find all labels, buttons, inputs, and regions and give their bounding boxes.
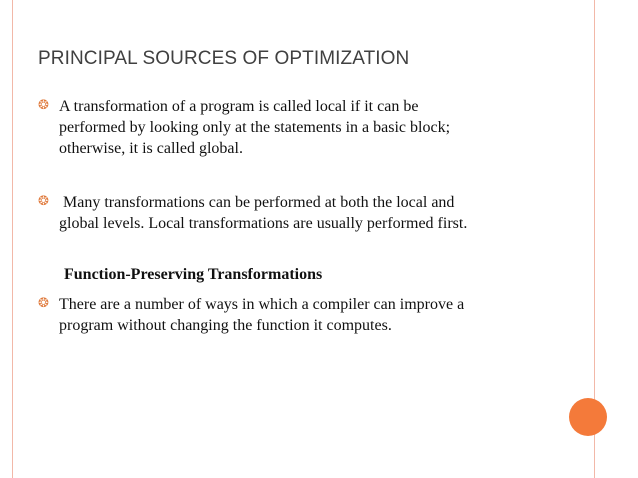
subheading: Function-Preserving Transformations [64, 266, 323, 283]
bullet-icon: ❂ [38, 98, 49, 113]
bullet-text-3 [59, 294, 579, 336]
slide-title: PRINCIPAL SOURCES OF OPTIMIZATION [38, 48, 410, 69]
bullet-item-1 [38, 96, 578, 162]
bullet-text-1 [59, 96, 579, 159]
bullet-3-line-1: There are a number of ways in which a compiler can improve a [59, 296, 465, 313]
bullet-text-2 [59, 192, 579, 234]
bullet-1-line-3: otherwise, it is called global. [59, 140, 243, 157]
bullet-2-line-1: Many transformations can be performed at both the local and [59, 194, 455, 211]
bullet-icon: ❂ [38, 296, 49, 311]
slide-border-left [12, 0, 13, 478]
bullet-item-2 [38, 192, 578, 236]
bullet-icon: ❂ [38, 194, 49, 209]
decorative-circle [569, 398, 607, 436]
bullet-item-3 [38, 294, 578, 338]
bullet-3-line-2: program without changing the function it computes. [59, 317, 392, 334]
bullet-2-line-2: global levels. Local transformations are usually performed first. [59, 215, 468, 232]
bullet-1-line-1: A transformation of a program is called local if it can be [59, 98, 419, 115]
bullet-1-line-2: performed by looking only at the statements in a basic block; [59, 119, 451, 136]
